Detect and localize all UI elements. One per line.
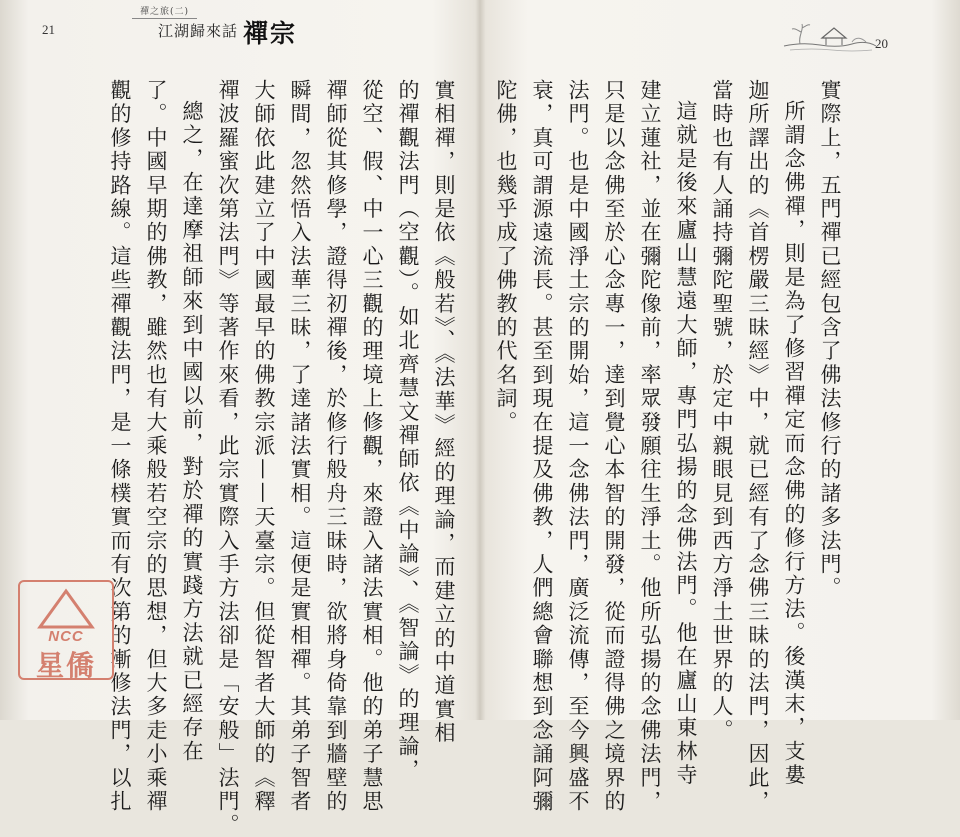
- landscape-sketch-icon: [782, 16, 878, 56]
- text-column: 的禪觀法門（空觀）。如北齊慧文禪師依《中論》、《智論》的理論，: [396, 79, 420, 783]
- text-column: 建立蓮社，並在彌陀像前，率眾發願往生淨土。他所弘揚的念佛法門，: [638, 79, 662, 814]
- text-column: 實相禪，則是依《般若》、《法華》經的理論，而建立的中道實相: [432, 79, 456, 746]
- stamp-chinese: 星僑: [35, 649, 96, 682]
- text-column: 從空、假、中一心三觀的理境上修觀，來證入諸法實相。他的弟子慧思: [360, 79, 384, 814]
- triangle-icon: [36, 588, 96, 630]
- series-title: 禪之旅(二): [132, 4, 197, 19]
- text-column: 禪師從其修學，證得初禪後，於修行般舟三昧時，欲將身倚靠到牆壁的: [324, 79, 348, 814]
- text-column: 迦所譯出的《首楞嚴三昧經》中，就已經有了念佛三昧的法門，因此，: [746, 79, 770, 814]
- ncc-watermark-stamp: [18, 580, 114, 680]
- text-column: 所謂念佛禪，則是為了修習禪定而念佛的修行方法。後漢末，支婁: [782, 100, 806, 788]
- left-page: [0, 0, 479, 837]
- stamp-latin: NCC: [48, 628, 84, 645]
- right-page-number: 20: [875, 36, 888, 51]
- left-page-number: 21: [42, 22, 55, 37]
- text-column: 只是以念佛至於心念專一，達到覺心本智的開發，從而證得佛之境界的: [602, 79, 626, 814]
- text-column: 當時也有人誦持彌陀聖號，於定中親眼見到西方淨土世界的人。: [710, 79, 734, 743]
- text-column: 觀的修持路線。這些禪觀法門，是一條樸實而有次第的漸修法門，以扎: [108, 79, 132, 814]
- running-head: [80, 2, 480, 48]
- text-column: 了。中國早期的佛教，雖然也有大乘般若空宗的思想，但大多走小乘禪: [144, 79, 168, 814]
- text-column: 陀佛，也幾乎成了佛教的代名詞。: [494, 79, 518, 435]
- text-column: 這就是後來廬山慧遠大師，專門弘揚的念佛法門。他在廬山東林寺: [674, 100, 698, 788]
- text-column: 法門。也是中國淨土宗的開始，這一念佛法門，廣泛流傳，至今興盛不: [566, 79, 590, 814]
- text-column: 禪波羅蜜次第法門》等著作來看，此宗實際入手方法卻是「安般」法門。: [216, 79, 240, 837]
- book-subtitle: 江湖歸來話: [158, 22, 239, 40]
- text-column: 實際上，五門禪已經包含了佛法修行的諸多法門。: [818, 79, 842, 601]
- text-column: 總之，在達摩祖師來到中國以前，對於禪的實踐方法就已經存在: [180, 100, 204, 764]
- text-column: 瞬間，忽然悟入法華三昧，了達諸法實相。這便是實相禪。其弟子智者: [288, 79, 312, 814]
- text-column: 衰，真可謂源遠流長。甚至到現在提及佛教，人們總會聯想到念誦阿彌: [530, 79, 554, 814]
- text-column: 大師依此建立了中國最早的佛教宗派——天臺宗。但從智者大師的《釋: [252, 79, 276, 814]
- right-page: [481, 0, 960, 814]
- book-title: 禪宗: [243, 19, 298, 48]
